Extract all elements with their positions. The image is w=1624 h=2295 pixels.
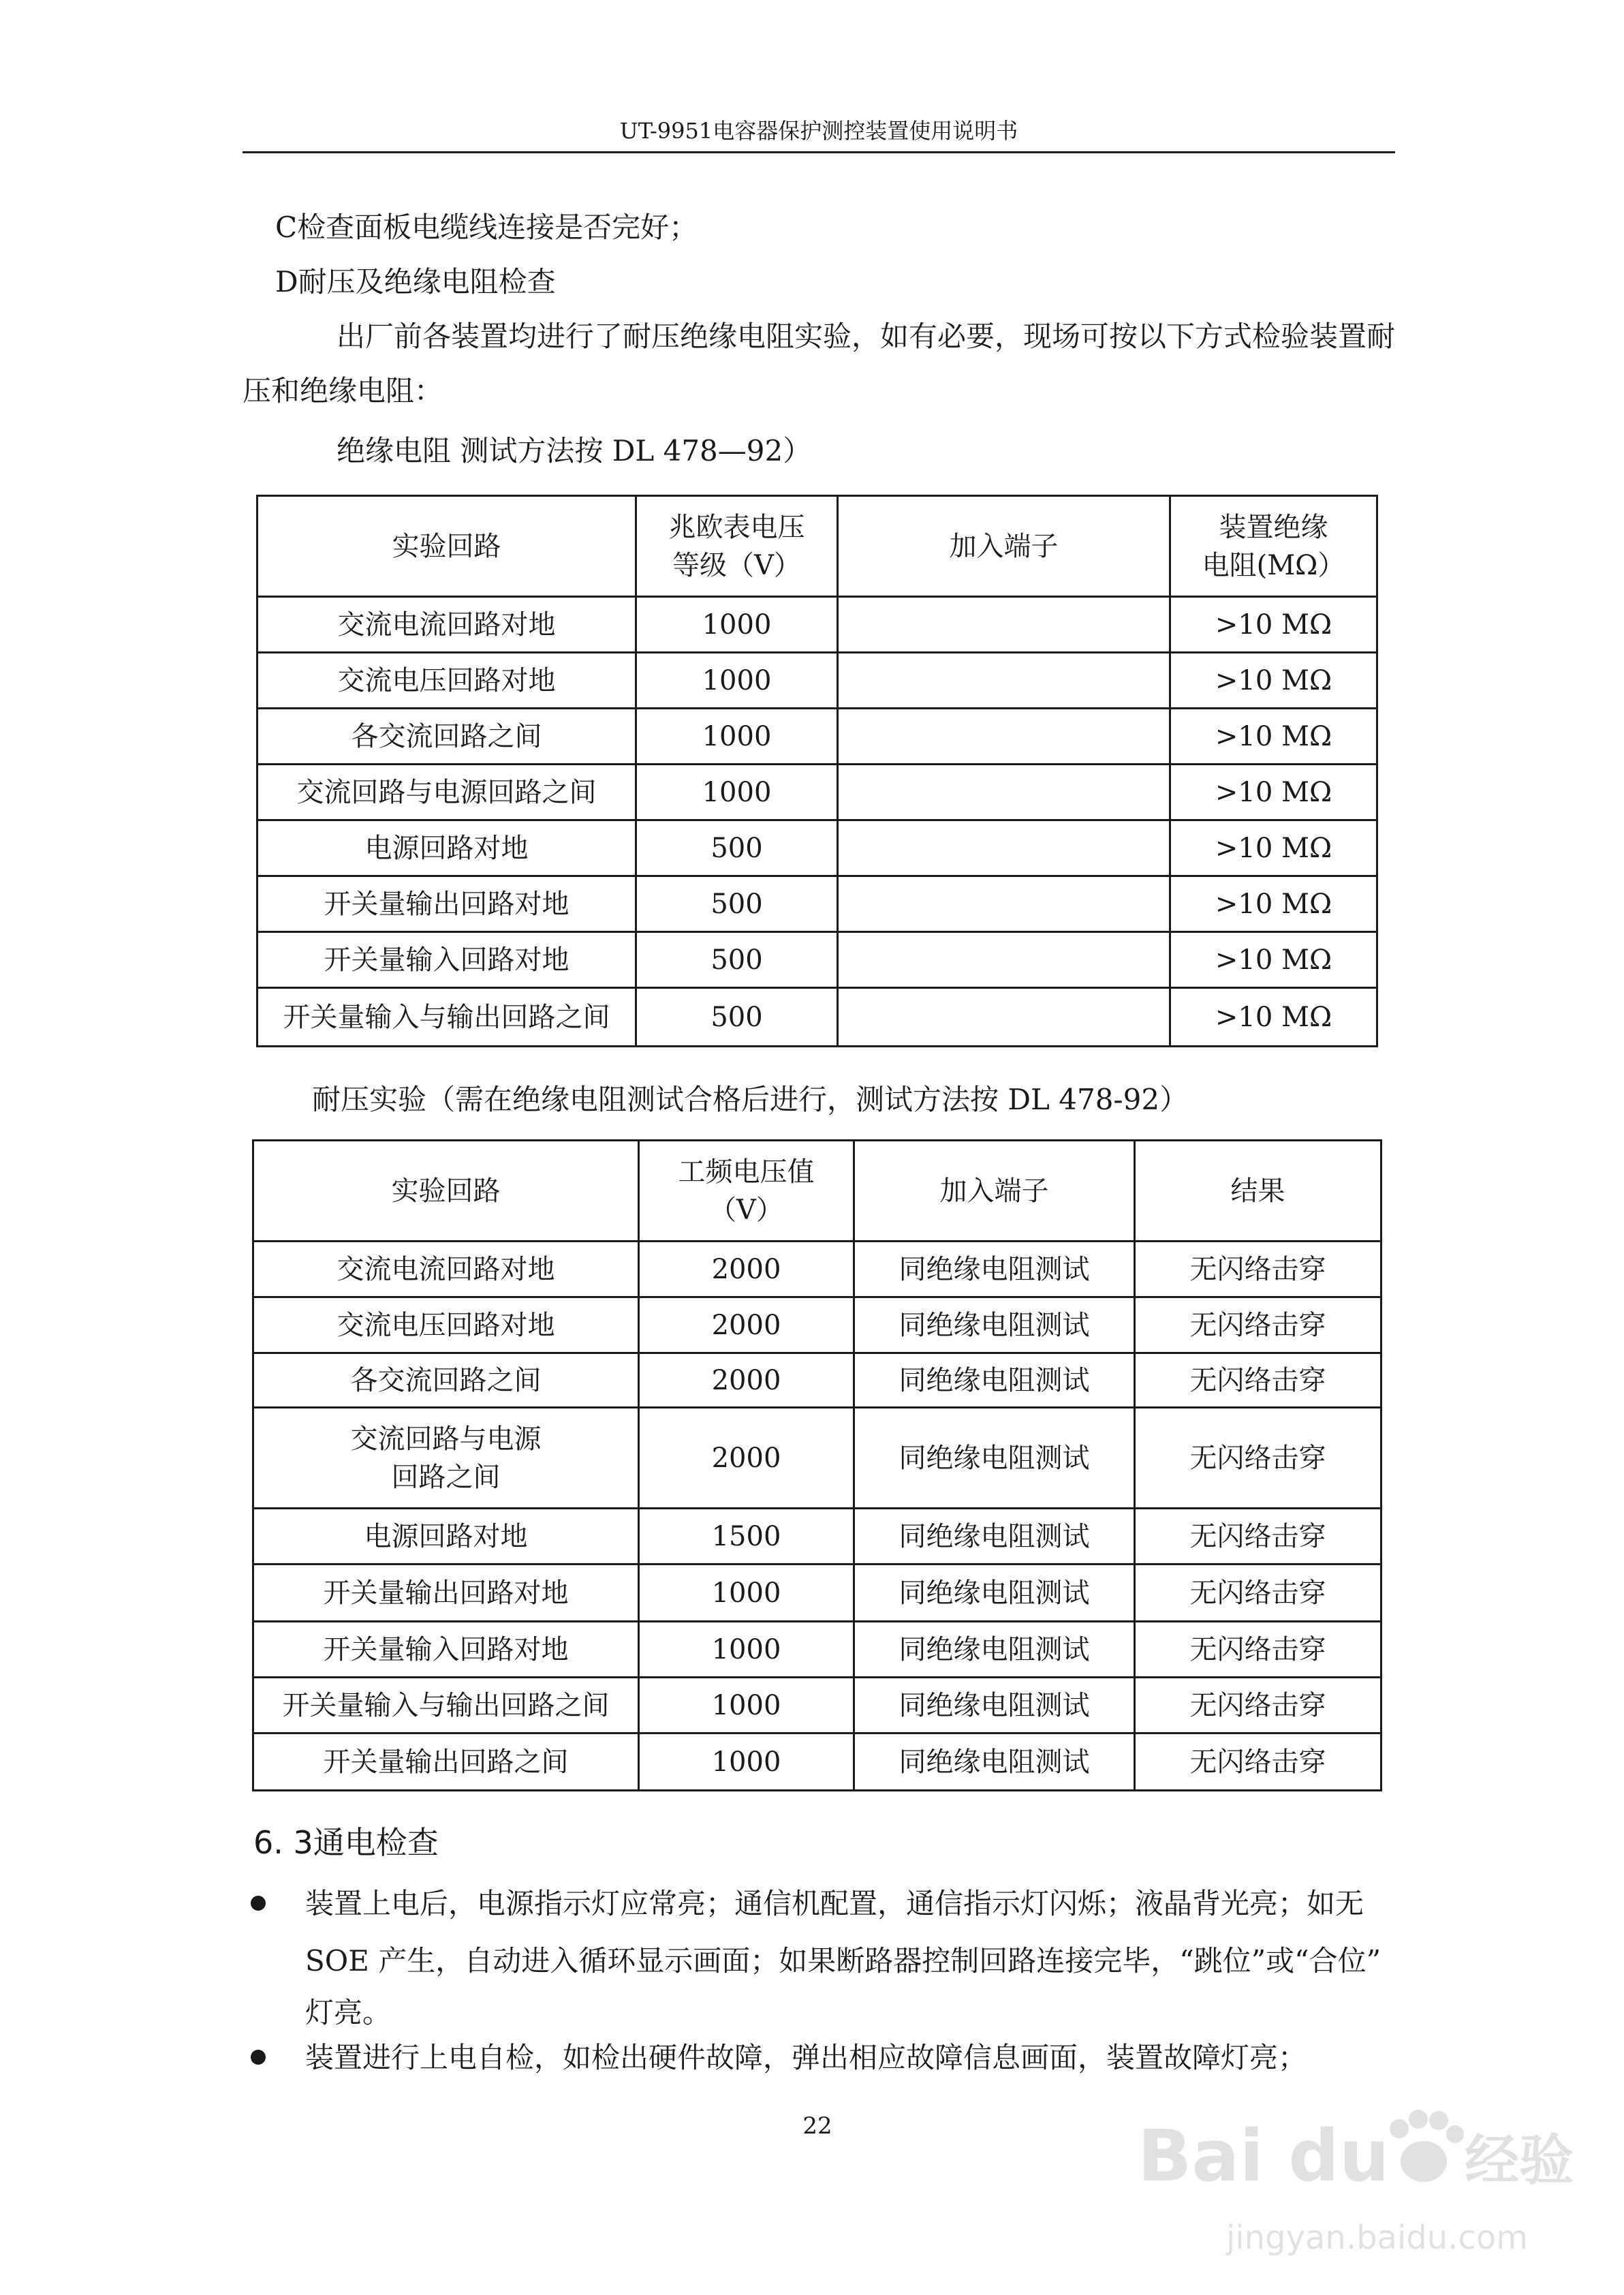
table-row bbox=[253, 1297, 1381, 1353]
table-row bbox=[253, 1408, 1381, 1509]
header-power-frequency-voltage bbox=[639, 1141, 854, 1242]
cell-voltage: 500 bbox=[636, 988, 838, 1047]
cell-terminal: 同绝缘电阻测试 bbox=[854, 1242, 1135, 1297]
cell-circuit: 电源回路对地 bbox=[257, 820, 636, 876]
cell-voltage: 1000 bbox=[639, 1565, 854, 1622]
cell-voltage: 1000 bbox=[639, 1734, 854, 1791]
table-row bbox=[257, 653, 1377, 709]
watermark-url: jingyan.baidu.com bbox=[1226, 2219, 1528, 2257]
table-row bbox=[257, 988, 1377, 1047]
page-number: 22 bbox=[802, 2112, 832, 2140]
cell-circuit: 交流电流回路对地 bbox=[257, 597, 636, 653]
cell-terminal bbox=[838, 820, 1170, 876]
table-row bbox=[257, 709, 1377, 765]
table-header-row bbox=[253, 1141, 1381, 1242]
withstand-table bbox=[252, 1139, 1382, 1791]
cell-voltage: 500 bbox=[636, 820, 838, 876]
table-row bbox=[253, 1509, 1381, 1565]
bullet-1-line-3: 灯亮。 bbox=[305, 1996, 392, 2029]
cell-voltage: 1000 bbox=[636, 709, 838, 765]
cell-terminal: 同绝缘电阻测试 bbox=[854, 1353, 1135, 1408]
header-voltage-line2: （V） bbox=[709, 1194, 783, 1226]
cell-circuit: 各交流回路之间 bbox=[257, 709, 636, 765]
table-row bbox=[253, 1565, 1381, 1622]
header-circuit: 实验回路 bbox=[253, 1141, 639, 1242]
header-megger-voltage bbox=[636, 496, 838, 597]
withstand-caption: 耐压实验（需在绝缘电阻测试合格后进行，测试方法按 DL 478-92） bbox=[312, 1083, 1189, 1116]
cell-terminal bbox=[838, 765, 1170, 820]
cell-result: 无闪络击穿 bbox=[1135, 1242, 1381, 1297]
cell-circuit: 电源回路对地 bbox=[253, 1509, 639, 1565]
table-row bbox=[257, 597, 1377, 653]
cell-terminal: 同绝缘电阻测试 bbox=[854, 1678, 1135, 1734]
cell-voltage: 1000 bbox=[636, 765, 838, 820]
cell-voltage: 500 bbox=[636, 932, 838, 988]
table-row bbox=[257, 765, 1377, 820]
cell-terminal: 同绝缘电阻测试 bbox=[854, 1565, 1135, 1622]
insulation-table bbox=[256, 495, 1378, 1047]
cell-circuit: 交流电流回路对地 bbox=[253, 1242, 639, 1297]
table-header-row bbox=[257, 496, 1377, 597]
section-heading: 6. 3通电检查 bbox=[253, 1824, 439, 1861]
bullet-dot-icon bbox=[251, 1896, 266, 1911]
cell-result: 无闪络击穿 bbox=[1135, 1297, 1381, 1353]
cell-circuit bbox=[253, 1408, 639, 1509]
intro-line-2: 压和绝缘电阻： bbox=[243, 374, 443, 407]
cell-terminal: 同绝缘电阻测试 bbox=[854, 1622, 1135, 1678]
cell-resistance: >10 MΩ bbox=[1170, 765, 1377, 820]
table-row bbox=[253, 1678, 1381, 1734]
header-terminal: 加入端子 bbox=[854, 1141, 1135, 1242]
cell-circuit-line1: 交流回路与电源 bbox=[350, 1423, 542, 1455]
header-result: 结果 bbox=[1135, 1141, 1381, 1242]
cell-circuit: 开关量输入回路对地 bbox=[257, 932, 636, 988]
cell-resistance: >10 MΩ bbox=[1170, 876, 1377, 932]
header-voltage-line1: 工频电压值 bbox=[678, 1156, 815, 1188]
table-row bbox=[257, 820, 1377, 876]
cell-voltage: 1500 bbox=[639, 1509, 854, 1565]
cell-voltage: 2000 bbox=[639, 1297, 854, 1353]
cell-resistance: >10 MΩ bbox=[1170, 597, 1377, 653]
cell-resistance: >10 MΩ bbox=[1170, 820, 1377, 876]
cell-terminal: 同绝缘电阻测试 bbox=[854, 1509, 1135, 1565]
watermark-cn: 经验 bbox=[1465, 2129, 1574, 2192]
cell-terminal bbox=[838, 653, 1170, 709]
cell-circuit: 开关量输出回路之间 bbox=[253, 1734, 639, 1791]
cell-circuit: 交流电压回路对地 bbox=[253, 1297, 639, 1353]
cell-circuit: 各交流回路之间 bbox=[253, 1353, 639, 1408]
cell-result: 无闪络击穿 bbox=[1135, 1622, 1381, 1678]
cell-circuit: 交流电压回路对地 bbox=[257, 653, 636, 709]
paragraph-c: C检查面板电缆线连接是否完好； bbox=[275, 211, 698, 244]
header-resistance-line1: 装置绝缘 bbox=[1219, 511, 1328, 543]
baidu-jingyan-watermark bbox=[1124, 2099, 1574, 2283]
cell-resistance: >10 MΩ bbox=[1170, 932, 1377, 988]
cell-terminal bbox=[838, 876, 1170, 932]
cell-voltage: 2000 bbox=[639, 1408, 854, 1509]
cell-result: 无闪络击穿 bbox=[1135, 1678, 1381, 1734]
cell-circuit: 开关量输出回路对地 bbox=[253, 1565, 639, 1622]
bullet-1-line-1: 装置上电后，电源指示灯应常亮；通信机配置，通信指示灯闪烁；液晶背光亮；如无 bbox=[305, 1887, 1364, 1920]
cell-resistance: >10 MΩ bbox=[1170, 709, 1377, 765]
cell-voltage: 1000 bbox=[639, 1622, 854, 1678]
table-row bbox=[253, 1622, 1381, 1678]
cell-voltage: 1000 bbox=[636, 597, 838, 653]
cell-result: 无闪络击穿 bbox=[1135, 1353, 1381, 1408]
cell-circuit: 交流回路与电源回路之间 bbox=[257, 765, 636, 820]
header-megger-line1: 兆欧表电压 bbox=[668, 511, 805, 543]
table-row bbox=[253, 1353, 1381, 1408]
header-circuit: 实验回路 bbox=[257, 496, 636, 597]
table-row bbox=[253, 1734, 1381, 1791]
table-row bbox=[253, 1242, 1381, 1297]
cell-voltage: 2000 bbox=[639, 1242, 854, 1297]
cell-resistance: >10 MΩ bbox=[1170, 988, 1377, 1047]
cell-result: 无闪络击穿 bbox=[1135, 1509, 1381, 1565]
cell-terminal: 同绝缘电阻测试 bbox=[854, 1408, 1135, 1509]
bullet-dot-icon bbox=[251, 2050, 266, 2065]
cell-voltage: 1000 bbox=[639, 1678, 854, 1734]
table-row bbox=[257, 876, 1377, 932]
cell-terminal bbox=[838, 597, 1170, 653]
table-row bbox=[257, 932, 1377, 988]
paragraph-d: D耐压及绝缘电阻检查 bbox=[275, 265, 556, 298]
cell-voltage: 2000 bbox=[639, 1353, 854, 1408]
cell-result: 无闪络击穿 bbox=[1135, 1734, 1381, 1791]
insulation-caption: 绝缘电阻 测试方法按 DL 478—92） bbox=[337, 434, 812, 467]
cell-voltage: 500 bbox=[636, 876, 838, 932]
header-insulation-resistance bbox=[1170, 496, 1377, 597]
cell-circuit: 开关量输入与输出回路之间 bbox=[257, 988, 636, 1047]
cell-terminal bbox=[838, 932, 1170, 988]
bullet-1-line-2: SOE 产生，自动进入循环显示画面；如果断路器控制回路连接完毕，“跳位”或“合位” bbox=[305, 1944, 1381, 1977]
cell-circuit: 开关量输入与输出回路之间 bbox=[253, 1678, 639, 1734]
cell-resistance: >10 MΩ bbox=[1170, 653, 1377, 709]
cell-result: 无闪络击穿 bbox=[1135, 1408, 1381, 1509]
cell-voltage: 1000 bbox=[636, 653, 838, 709]
cell-terminal bbox=[838, 988, 1170, 1047]
header-terminal: 加入端子 bbox=[838, 496, 1170, 597]
paw-icon bbox=[1390, 2110, 1464, 2182]
cell-circuit: 开关量输入回路对地 bbox=[253, 1622, 639, 1678]
intro-line-1: 出厂前各装置均进行了耐压绝缘电阻实验，如有必要，现场可按以下方式检验装置耐 bbox=[337, 320, 1396, 353]
watermark-brand: Bai du bbox=[1138, 2114, 1390, 2198]
cell-result: 无闪络击穿 bbox=[1135, 1565, 1381, 1622]
page-header: UT-9951电容器保护测控装置使用说明书 bbox=[619, 118, 1018, 144]
cell-terminal: 同绝缘电阻测试 bbox=[854, 1297, 1135, 1353]
cell-circuit-line2: 回路之间 bbox=[391, 1461, 501, 1493]
header-megger-line2: 等级（V） bbox=[672, 549, 801, 581]
bullet-2: 装置进行上电自检，如检出硬件故障，弹出相应故障信息画面，装置故障灯亮； bbox=[305, 2041, 1307, 2074]
header-rule bbox=[243, 151, 1395, 153]
cell-terminal: 同绝缘电阻测试 bbox=[854, 1734, 1135, 1791]
header-resistance-line2: 电阻(MΩ） bbox=[1202, 549, 1345, 581]
cell-terminal bbox=[838, 709, 1170, 765]
cell-circuit: 开关量输出回路对地 bbox=[257, 876, 636, 932]
